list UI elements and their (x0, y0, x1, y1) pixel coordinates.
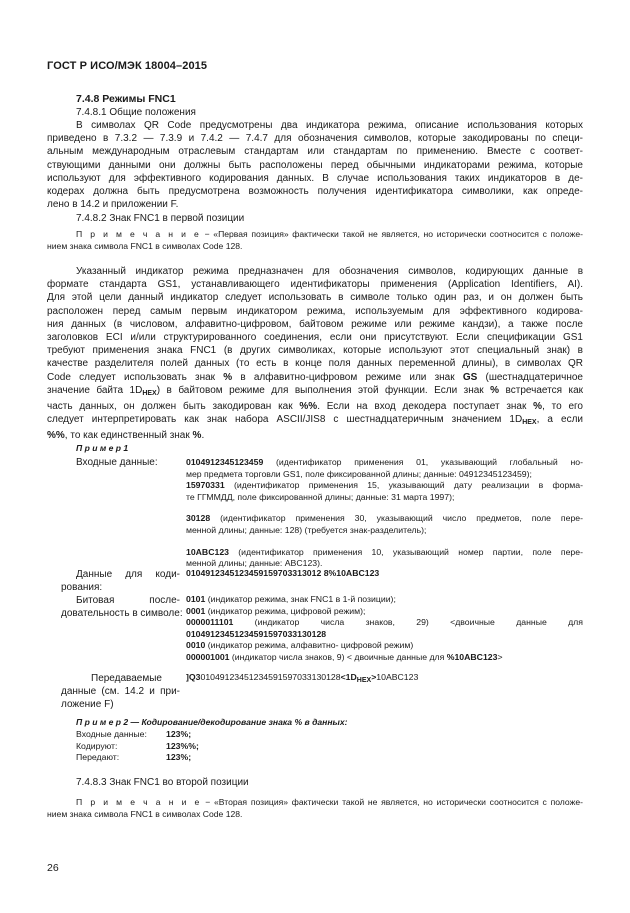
table-row: Кодируют: 123%%; (76, 740, 199, 751)
note-text: нием знака символа FNC1 в символах Code 128. (47, 809, 243, 819)
example-1-transmitted-data: ]$Q301049123451234591597033130128<1D_{HEX}>10ABC123$ (186, 672, 419, 684)
text-line: формате стандарта GS1, устанавливающего идентификаторы применения (Application Identifiers, AI). (47, 279, 583, 291)
text-line: кодерах должна быть предусмотрена возможность получения идентификатора символики, как опреде- (47, 186, 583, 198)
text-line: расположен перед самым первым индикатором режима, используемым для эффективного кодирова- (47, 305, 583, 317)
page-number: 26 (47, 862, 59, 874)
text-line: следует интерпретировать как знак набора ASCII/JIS8 с шестнадцатеричным значением $1D_{HEX}$, а если (47, 414, 583, 427)
note-label: П р и м е ч а н и е (76, 797, 202, 807)
note-label: П р и м е ч а н и е (76, 229, 201, 239)
example-2-title: П р и м е р 2 — Кодирование/декодирование знака % в данных: (76, 717, 348, 727)
subsection-title-general: 7.4.8.1 Общие положения (76, 107, 196, 118)
example-1-data-label: Данные для коди- рования: (61, 569, 180, 593)
text-line: качестве разделителя полей данных (то есть в конце поля данных переменной длины), в символах QR (47, 358, 583, 370)
example-1-title: П р и м е р 1 (76, 443, 129, 453)
paragraph-general (47, 119, 583, 211)
text-line: В символах QR Code предусмотрены два индикатора режима, описание использования которых (76, 120, 583, 131)
table-row: Передают: 123%; (76, 752, 192, 763)
text-line: заголовков ECI и/или структурированного соединения, если они присутствуют. Если спецификации GS1 (47, 332, 583, 344)
text-line: ствующими данными они должны быть расположены перед обычными индикаторами режима, которые (47, 159, 583, 171)
subsection-title-fnc1-second: 7.4.8.3 Знак FNC1 во второй позиции (76, 777, 249, 788)
note-second-position (47, 796, 583, 820)
table-row: Входные данные: 123%; (76, 729, 192, 739)
text-line: приведено в 7.3.2 — 7.3.9 и 7.4.2 — 7.4.7 для обозначения символов, которые закодированы по специ- (47, 133, 583, 145)
note-text: нием знака символа FNC1 в символах Code 128. (47, 241, 243, 251)
text-line: значение байта $1D_{HEX}$) в байтовом режиме для выполнения этой функции. Если знак % встречается как (47, 384, 584, 397)
subsection-title-fnc1-first: 7.4.8.2 Знак FNC1 в первой позиции (76, 213, 245, 224)
note-first-position (47, 228, 583, 252)
text-line: Указанный индикатор режима предназначен для обозначения символов, кодирующих данные в (76, 266, 583, 277)
note-text: − «Вторая позиция» фактически такой не является, но исторически соотносится с положе- (201, 797, 583, 807)
example-1-transmitted-label: Передаваемые данные (см. 14.2 и при- ложение F) (61, 673, 180, 710)
text-line: Code следует использовать знак % в алфавитно-цифровом режиме или знак GS (шестнадцатеричное (47, 371, 583, 383)
paragraph-fnc1-first (47, 265, 583, 443)
text-line: лено в 14.2 и приложении F. (47, 199, 179, 211)
section-title: 7.4.8 Режимы FNC1 (76, 93, 176, 105)
running-header: ГОСТ Р ИСО/МЭК 18004–2015 (47, 60, 208, 72)
text-line: %%, то как единственный знак %. (47, 430, 205, 442)
text-line: требуют применения знака FNC1 (в других символиках, которые используют этот специальный знак) в (47, 345, 583, 357)
example-1-data-value: 0104912345123459159703313012 8%10ABC123 (186, 568, 380, 578)
text-line: Для этой цели данный индикатор следует использовать в символе только один раз, и он должен быть (47, 292, 583, 304)
text-line: используют для эффективного кодирования данных. В случае использования таких индикаторов в де- (47, 172, 583, 184)
example-1-input-label: Входные данные: (76, 457, 158, 468)
example-1-bit-sequence: 0101 (индикатор режима, знак FNC1 в 1-й позиции); 0001 (индикатор режима, цифровой режим); 0000011101 (индикатор числа знаков, 29) <двоичные данные для 01049123451234591597033130128 0010 (индикатор режима, алфавитно- цифровой режим) 000001001 (индикатор числа знаков, 9) < двоичные данные для %10ABC123> (186, 594, 583, 662)
text-line: ния данных (в числовом, алфавитно-цифровом, байтовом режиме или режиме кандзи), а также после (47, 318, 583, 330)
example-2-table (76, 729, 199, 764)
note-text: − «Первая позиция» фактически такой не является, но исторически соотносится с положе- (200, 229, 583, 239)
text-line: часть данных, он должен быть закодирован как %%. Если на вход декодера поступает знак %, то его (47, 401, 583, 413)
example-1-input-data: 0104912345123459 (идентификатор применения 01, указывающий глобальный но- мер предмета торговли GS1, поле фиксированной длины; данные: 04912345123459); 15970331 (идентификатор применения 15, указывающий дату реализации в форма- те ГГММДД, поле фиксированной длины; данные: 31 марта 1997); 30128 (идентификатор применения 30, указывающий число предметов, поле пере- менной длины; данные: 128) (требуется знак-разделитель); 10ABC123 (идентификатор применения 10, указывающий номер партии, поле пере- менной длины; данные: ABC123). (186, 457, 583, 569)
example-1-bits-label: Битовая после- довательность в символе: (61, 595, 183, 619)
text-line: альным международным отраслевым стандартам или стандартам по применению. Вместе с соответ- (47, 146, 583, 158)
